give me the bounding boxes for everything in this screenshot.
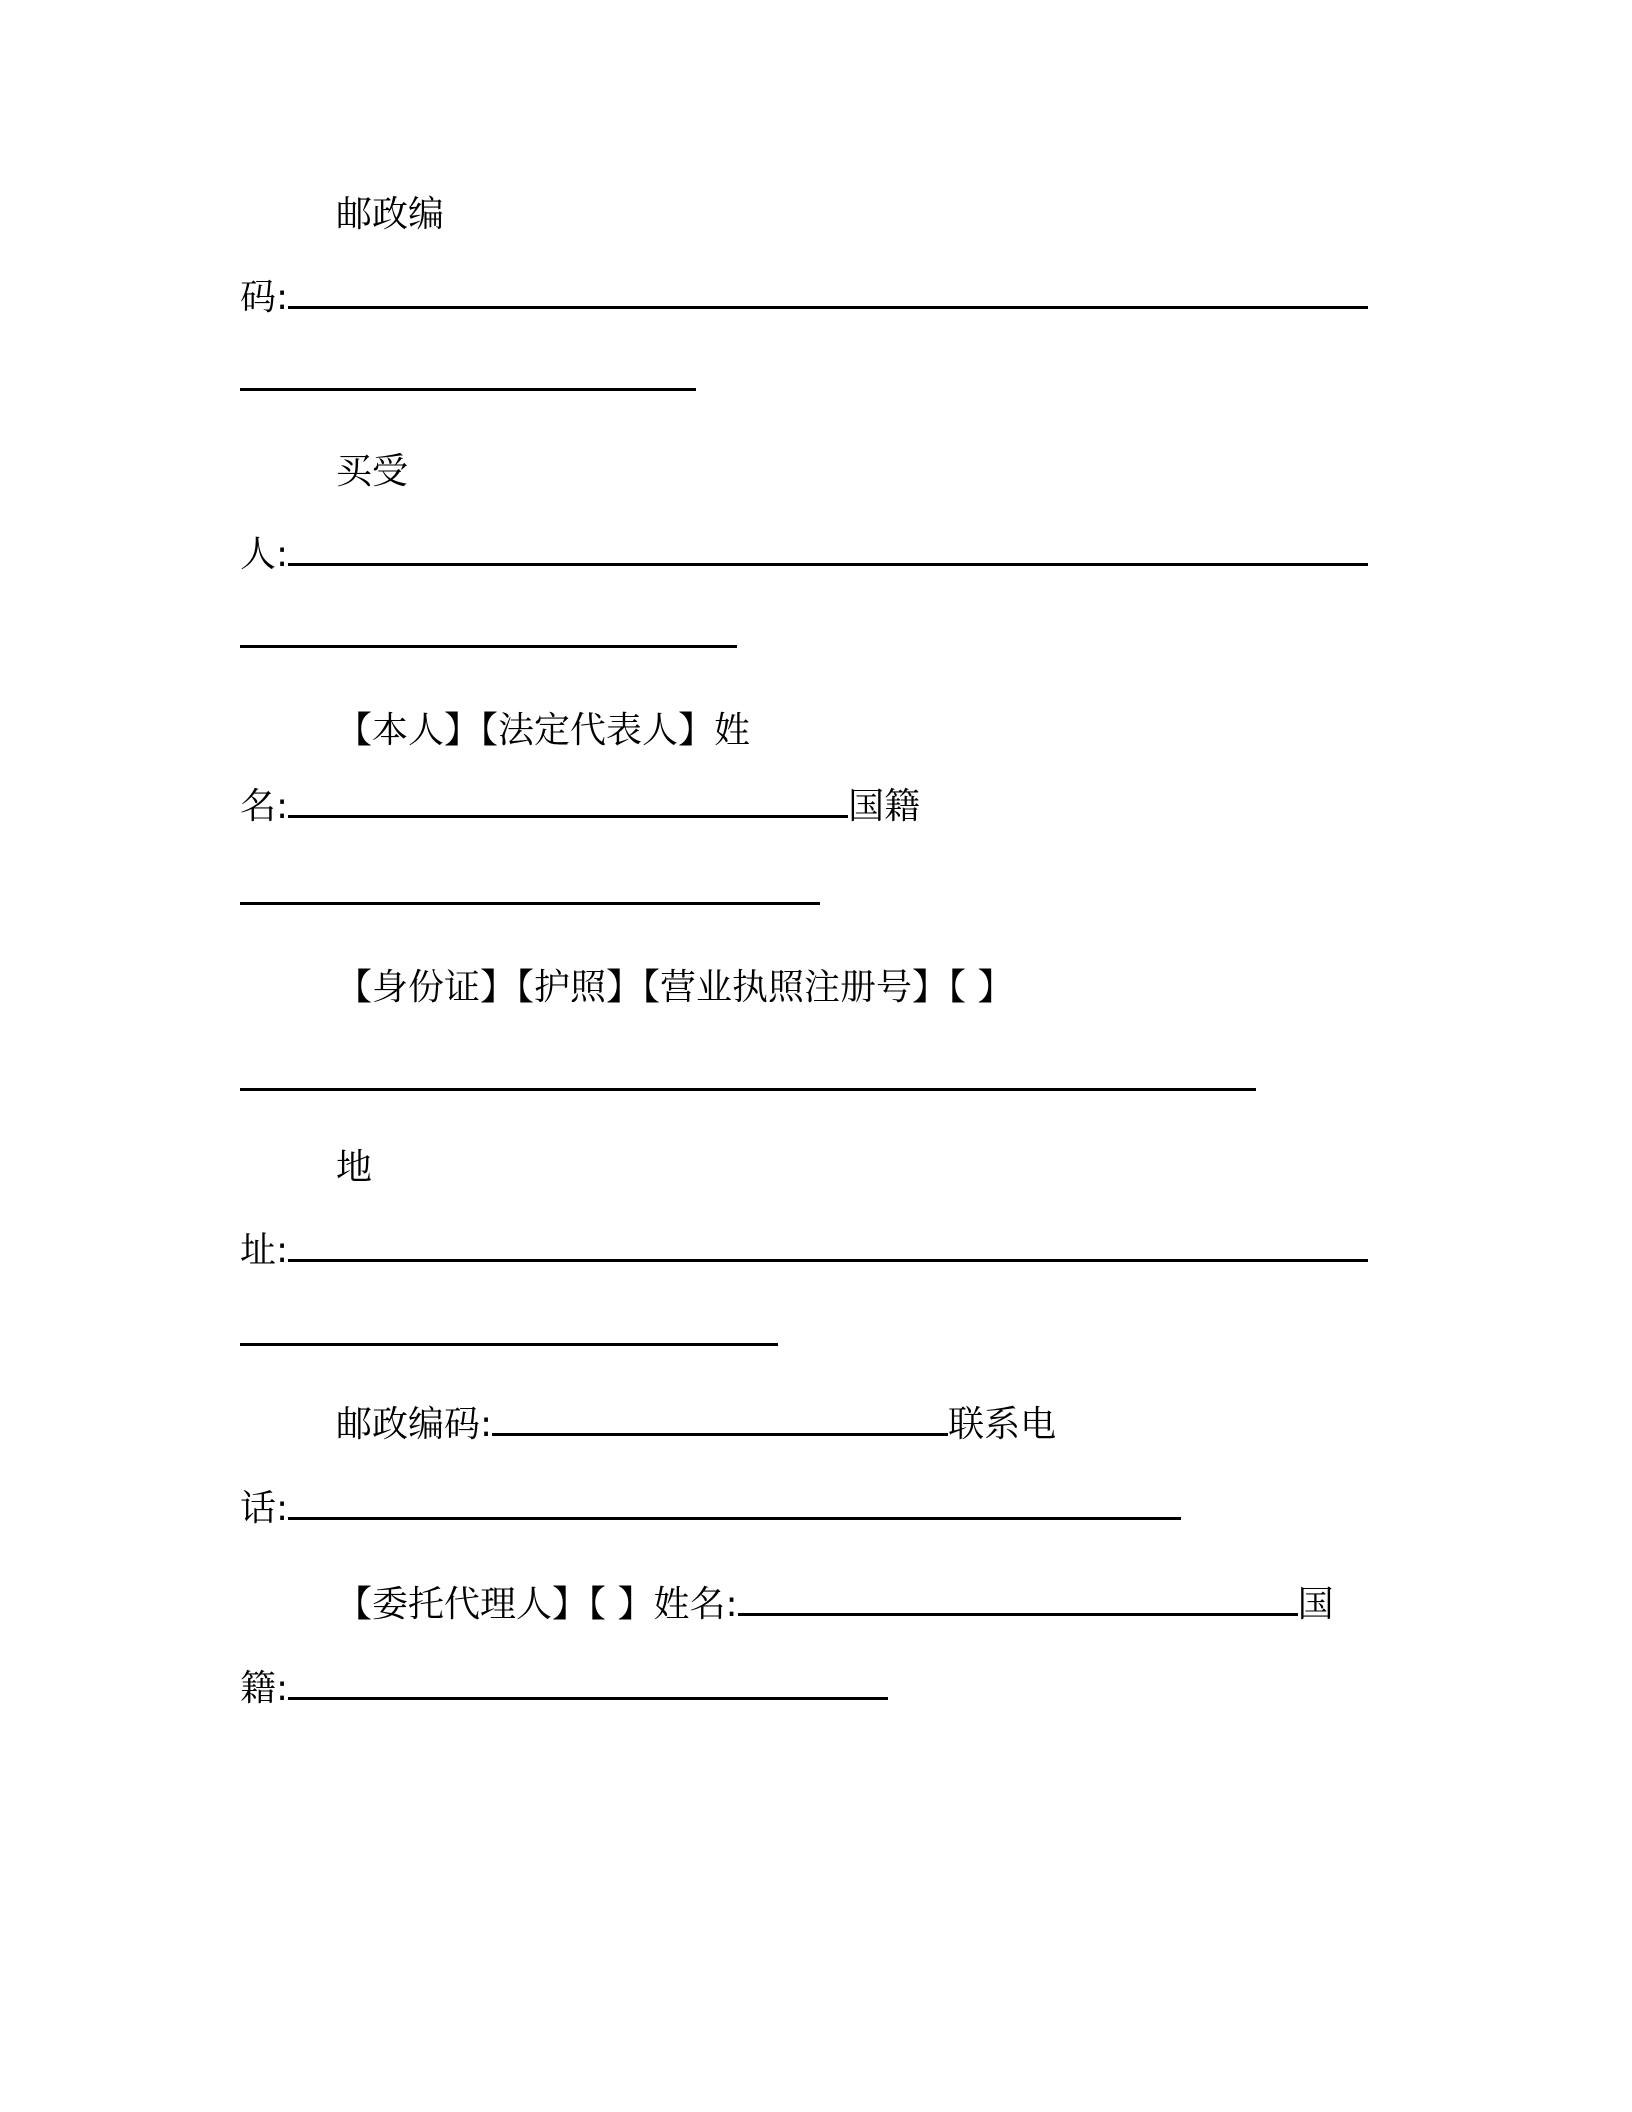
address-label-line1 — [336, 1143, 372, 1193]
address-field-line — [240, 1226, 1368, 1276]
postcode-label-line1 — [336, 190, 444, 240]
address-blank-continuation[interactable] — [240, 1343, 778, 1346]
postcode-field-line — [240, 273, 1368, 323]
buyer-label-line1 — [336, 447, 408, 497]
agent-nationality-blank[interactable] — [288, 1691, 888, 1700]
agent-nationality-label-part2: 籍: — [240, 1668, 289, 1709]
contact-phone-blank[interactable] — [288, 1511, 1181, 1520]
agent-nationality-label-part1: 国 — [1297, 1584, 1334, 1625]
buyer-id-number-blank[interactable] — [240, 1088, 1256, 1091]
address-blank[interactable] — [288, 1253, 1368, 1262]
agent-name-blank[interactable] — [738, 1607, 1298, 1616]
contact-phone-label-part2: 话: — [240, 1488, 289, 1529]
postcode-label-part1: 邮政编 — [336, 194, 445, 235]
contact-postcode-label: 邮政编码: — [336, 1404, 493, 1445]
buyer-label-part2: 人: — [240, 534, 289, 575]
agent-line1 — [336, 1580, 1334, 1630]
agent-nationality-field-line — [240, 1664, 888, 1714]
contact-postcode-blank[interactable] — [492, 1427, 948, 1436]
buyer-id-type-line — [336, 963, 1013, 1013]
agent-name-label: 【委托代理人】【 】姓名: — [336, 1584, 738, 1625]
buyer-field-line — [240, 530, 1368, 580]
buyer-blank-continuation[interactable] — [240, 645, 737, 648]
buyer-name-blank[interactable] — [288, 809, 848, 818]
contact-phone-label-part1: 联系电 — [948, 1404, 1057, 1445]
address-label-part2: 址: — [240, 1230, 289, 1271]
buyer-nationality-blank[interactable] — [240, 902, 820, 905]
postcode-label-part2: 码: — [240, 277, 289, 318]
buyer-blank[interactable] — [288, 557, 1368, 566]
buyer-name-label-line1 — [336, 706, 750, 756]
postcode-blank-continuation[interactable] — [240, 388, 696, 391]
buyer-name-field-line — [240, 782, 920, 832]
buyer-nationality-label: 国籍 — [848, 786, 921, 827]
buyer-label-part1: 买受 — [336, 451, 409, 492]
contact-phone-field-line — [240, 1484, 1181, 1534]
buyer-name-label-part1: 【本人】【法定代表人】姓 — [336, 710, 751, 751]
buyer-name-label-part2: 名: — [240, 786, 289, 827]
buyer-id-type-label: 【身份证】【护照】【营业执照注册号】【 】 — [336, 967, 1014, 1008]
postcode-blank[interactable] — [288, 300, 1368, 309]
contact-line1 — [336, 1400, 1056, 1450]
address-label-part1: 地 — [336, 1147, 373, 1188]
